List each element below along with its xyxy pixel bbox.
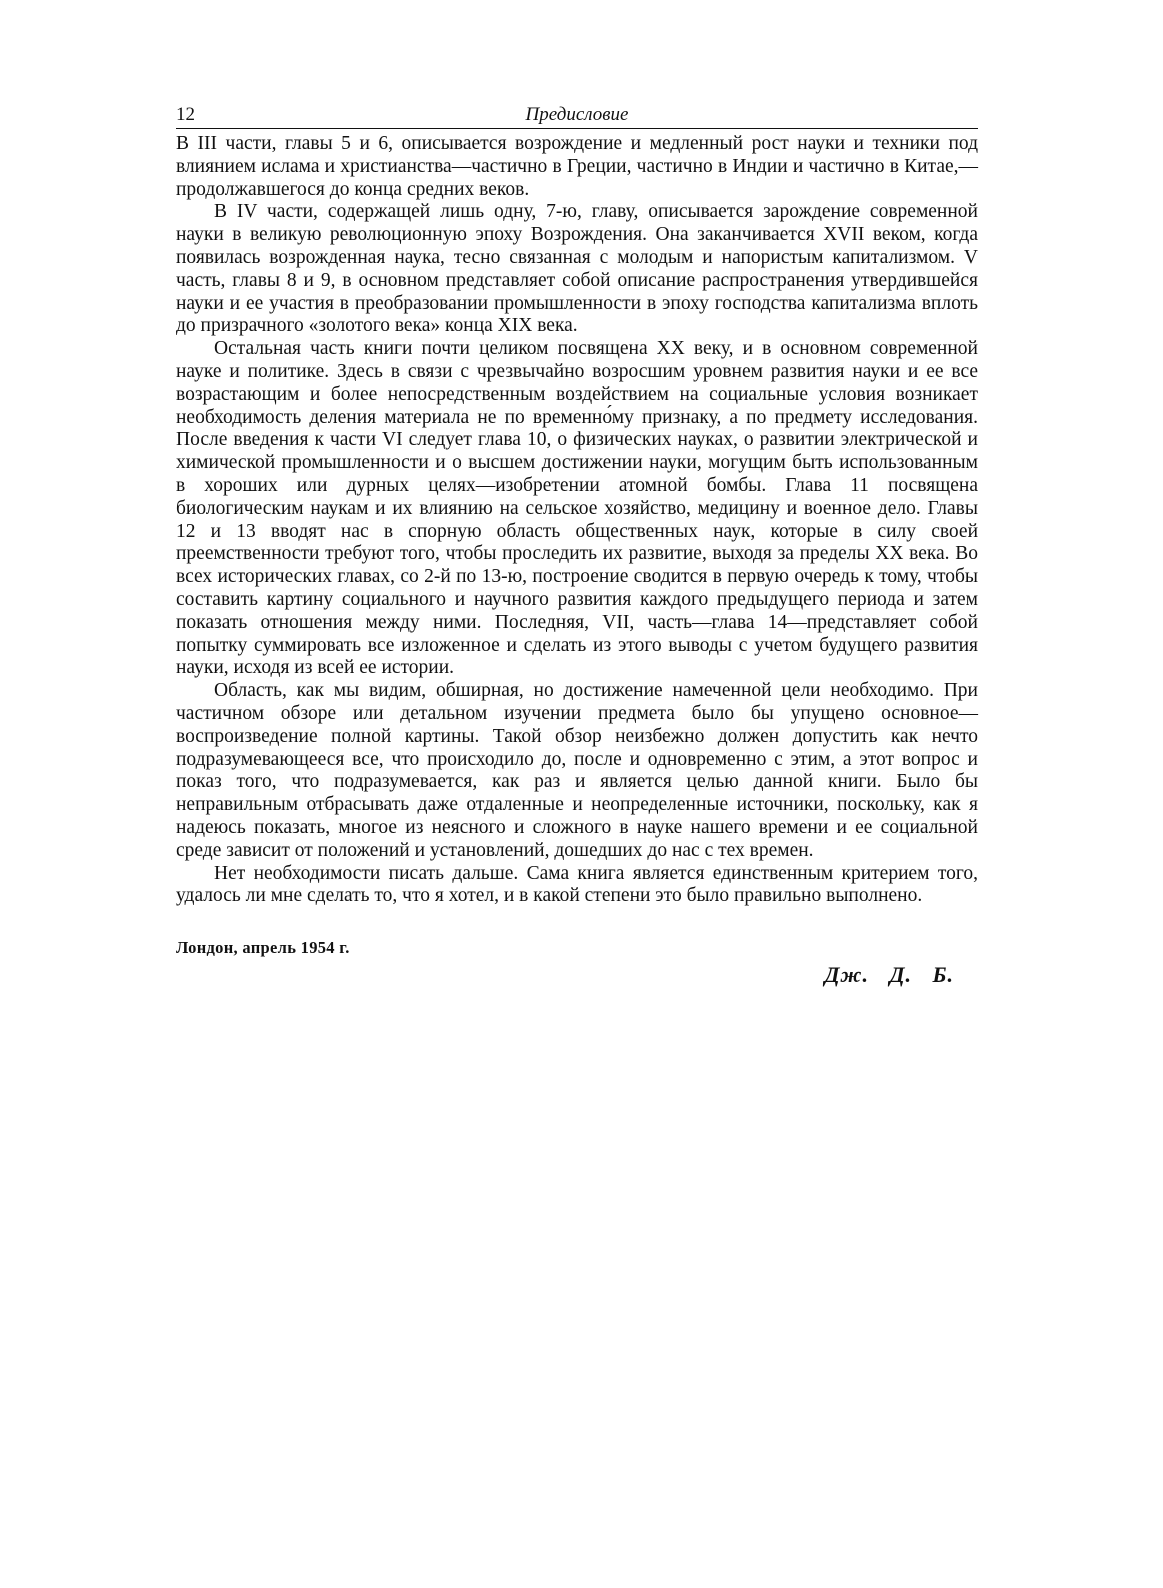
- paragraph-part-four-five: В IV части, содержащей лишь одну, 7-ю, главу, описывается зарождение современной науки в великую революционную эпоху Возрождения. Она заканчивается XVII веком, когда появилась возрожденная наука, тесно связанная с молодым и напористым капитализмом. V часть, главы 8 и 9, в основном представляет собой описание распространения утвердившейся науки и ее участия в преобразовании промышленности в эпоху господства капитализма вплоть до призрачного «золотого века» конца XIX века.: [176, 201, 978, 337]
- paragraph-conclusion: Нет необходимости писать дальше. Сама книга является единственным критерием того, удалось ли мне сделать то, что я хотел, и в какой степени это было правильно выполнено.: [176, 862, 978, 907]
- place-date: Лондон, апрель 1954 г.: [176, 938, 350, 958]
- section-title: Предисловие: [525, 104, 629, 125]
- page-number: 12: [176, 104, 195, 125]
- running-head: [176, 104, 978, 129]
- author-signature: Дж. Д. Б.: [824, 962, 954, 988]
- paragraph-scope: Область, как мы видим, обширная, но достижение намеченной цели необходимо. При частичном обзоре или детальном изучении предмета было бы упущено основное—воспроизведение полной картины. Такой обзор неизбежно должен допустить как нечто подразумевающееся все, что происходило до, после и одновременно с этим, а этот вопрос и показ того, что подразумевается, как раз и является целью данной книги. Было бы неправильным отбрасывать даже отдаленные и неопределенные источники, поскольку, как я надеюсь показать, многое из неясного и сложного в науке нашего времени и ее социальной среде зависит от положений и установлений, дошедших до нас с тех времен.: [176, 680, 978, 861]
- book-page: [176, 104, 978, 988]
- paragraph-twentieth-century: Остальная часть книги почти целиком посвящена XX веку, и в основном современной науке и политике. Здесь в связи с чрезвычайно возросшим уровнем развития науки и ее все возрастающим и более непосредственным воздействием на социальные условия возникает необходимость деления материала не по временно́му признаку, а по предмету исследования. После введения к части VI следует глава 10, о физических науках, о развитии электрической и химической промышленности и о высшем достижении науки, могущим быть использованным в хороших или дурных целях—изобретении атомной бомбы. Глава 11 посвящена биологическим наукам и их влиянию на сельское хозяйство, медицину и военное дело. Главы 12 и 13 вводят нас в спорную область общественных наук, которые в силу своей преемственности требуют того, чтобы проследить их развитие, выходя за пределы XX века. Во всех исторических главах, со 2-й по 13-ю, построение сводится в первую очередь к тому, чтобы составить картину социального и научного развития каждого предыдущего периода и затем показать отношения между ними. Последняя, VII, часть—глава 14—представляет собой попытку суммировать все изложенное и сделать из этого выводы с учетом будущего развития науки, исходя из всей ее истории.: [176, 338, 978, 679]
- body-text: [176, 133, 978, 908]
- paragraph-part-three: В III части, главы 5 и 6, описывается возрождение и медленный рост науки и техники под влиянием ислама и христианства—частично в Греции, частично в Индии и частично в Китае,—продолжавшегося до конца средних веков.: [176, 133, 978, 200]
